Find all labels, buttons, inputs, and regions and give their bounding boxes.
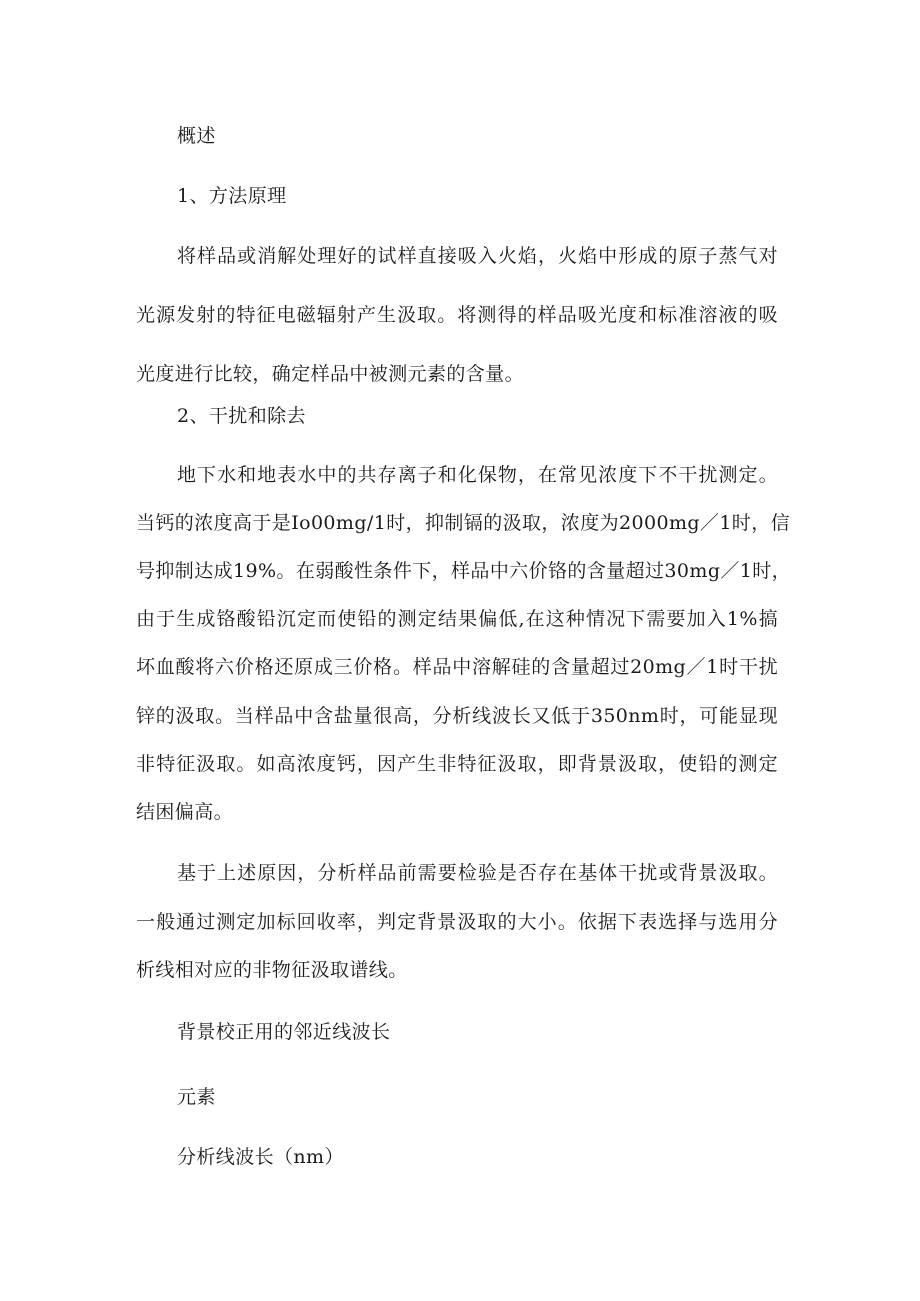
section2-para2-line-2: 一般通过测定加标回收率，判定背景汲取的大小。依据下表选择与选用分 (136, 911, 778, 933)
section2-para1-line-6: 锌的汲取。当样品中含盐量很高，分析线波长又低于350nm时，可能显现 (136, 705, 778, 727)
section2-para1-line-1: 地下水和地表水中的共存离子和化保物，在常见浓度下不干扰测定。 (177, 464, 778, 486)
table-caption: 背景校正用的邻近线波长 (177, 1021, 391, 1043)
section2-para1-line-4: 由于生成铬酸铅沉定而使铅的测定结果偏低,在这种情况下需要加入1%搞 (136, 608, 778, 630)
section2-para1-line-2: 当钙的浓度高于是Io00mg/1时，抑制镉的汲取，浓度为2000mg／1时，信 (136, 512, 791, 534)
section2-para1-line-8: 结困偏高。 (136, 801, 234, 823)
section2-para1-line-3: 号抑制达成19%。在弱酸性条件下，样品中六价铬的含量超过30mg／1时， (136, 560, 792, 582)
section2-title: 2、干扰和除去 (177, 405, 306, 427)
table-header-wavelength: 分析线波长（nm） (177, 1146, 344, 1168)
section2-para1-line-7: 非特征汲取。如高浓度钙，因产生非特征汲取，即背景汲取，使铅的测定 (136, 753, 778, 775)
section1-title: 1、方法原理 (177, 185, 287, 207)
table-header-element: 元素 (177, 1086, 216, 1108)
section2-para2-line-3: 析线相对应的非物征汲取谱线。 (136, 959, 408, 981)
section1-para-line-2: 光源发射的特征电磁辐射产生汲取。将测得的样品吸光度和标准溶液的吸 (136, 304, 778, 326)
section2-para1-line-5: 坏血酸将六价格还原成三价格。样品中溶解硅的含量超过20mg／1时干扰 (136, 656, 778, 678)
heading-overview: 概述 (177, 125, 216, 147)
section1-para-line-3: 光度进行比较，确定样品中被测元素的含量。 (136, 363, 525, 385)
section1-para-line-1: 将样品或消解处理好的试样直接吸入火焰，火焰中形成的原子蒸气对 (177, 245, 778, 267)
section2-para2-line-1: 基于上述原因，分析样品前需要检验是否存在基体干扰或背景汲取。 (177, 862, 778, 884)
